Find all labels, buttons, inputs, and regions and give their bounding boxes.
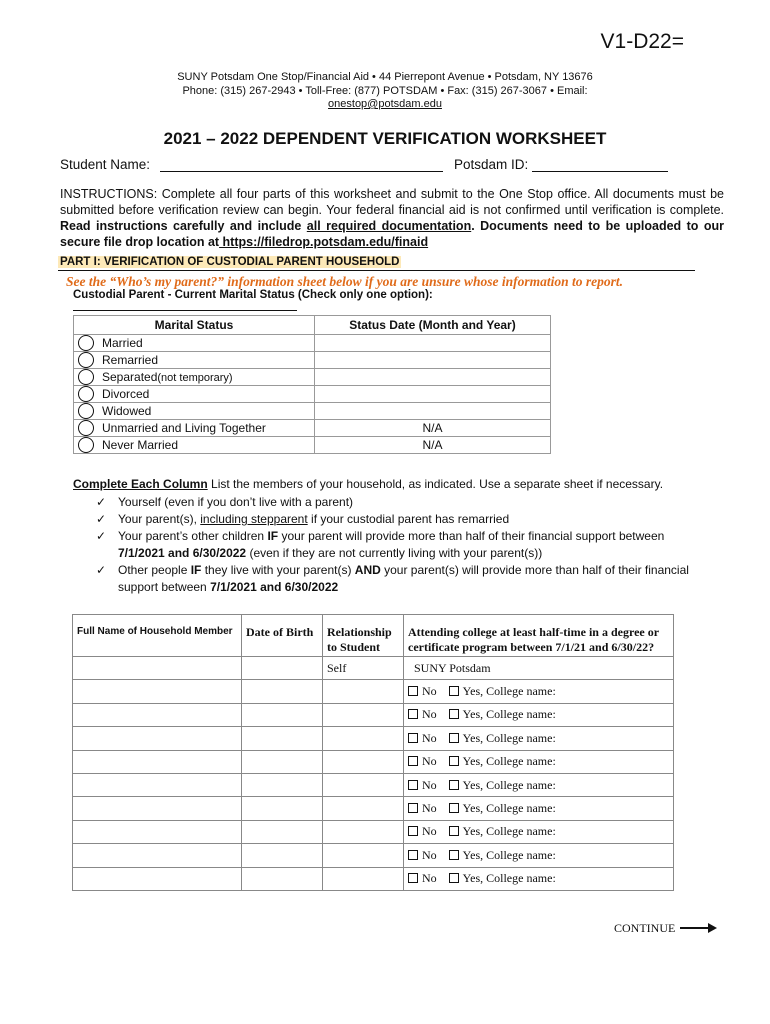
no-label: No xyxy=(422,777,437,792)
marital-status-label: Married xyxy=(102,336,143,350)
hh-relationship-cell[interactable] xyxy=(323,820,404,843)
form-code: V1-D22= xyxy=(600,30,684,53)
marital-row xyxy=(74,420,551,437)
marital-row xyxy=(74,352,551,369)
bullet-item xyxy=(96,528,696,562)
continue-label: CONTINUE xyxy=(614,921,676,935)
yes-checkbox[interactable] xyxy=(449,803,459,813)
hh-header-attending: Attending college at least half-time in a degree or certificate program between 7/1/21 and 6/30/22? xyxy=(404,615,674,657)
table-row xyxy=(73,750,674,773)
no-checkbox[interactable] xyxy=(408,709,418,719)
potsdam-id-label: Potsdam ID: xyxy=(454,157,529,172)
bullet-dates: 7/1/2021 and 6/30/2022 xyxy=(118,546,247,560)
bullet-stepparent: including stepparent xyxy=(200,512,308,526)
no-checkbox[interactable] xyxy=(408,826,418,836)
table-row xyxy=(73,703,674,726)
checkmark-icon: ✓ xyxy=(96,563,107,577)
contact-email-line xyxy=(0,97,770,111)
bullet-item xyxy=(96,511,696,528)
hh-college-cell xyxy=(404,867,674,890)
radio-widowed[interactable] xyxy=(78,403,94,419)
hh-name-cell[interactable] xyxy=(73,773,242,796)
hh-header-relationship: Relationship to Student xyxy=(323,615,404,657)
hh-relationship-cell[interactable] xyxy=(323,727,404,750)
bullet-and: AND xyxy=(354,563,381,577)
custodial-label: Custodial Parent - Current Marital Status (Check only one option): xyxy=(73,289,433,301)
bullet-text: Your parent’s other children xyxy=(118,529,268,543)
bullet-text: they live with your parent(s) xyxy=(201,563,355,577)
no-label: No xyxy=(422,871,437,886)
no-label: No xyxy=(422,684,437,699)
hh-relationship-cell[interactable] xyxy=(323,844,404,867)
hh-dob-cell[interactable] xyxy=(242,844,323,867)
yes-label: Yes, College name: xyxy=(462,777,556,792)
household-table xyxy=(72,614,674,891)
no-checkbox[interactable] xyxy=(408,803,418,813)
contact-line-1: SUNY Potsdam One Stop/Financial Aid • 44 Pierrepont Avenue • Potsdam, NY 13676 xyxy=(177,71,593,83)
hh-name-cell[interactable] xyxy=(73,657,242,680)
instructions xyxy=(60,186,724,250)
yes-label: Yes, College name: xyxy=(462,730,556,745)
marital-status-label: Divorced xyxy=(102,387,150,401)
marital-row xyxy=(74,369,551,386)
no-label: No xyxy=(422,754,437,769)
potsdam-id-field[interactable] xyxy=(532,157,668,172)
checkmark-icon: ✓ xyxy=(96,495,107,509)
hh-name-cell[interactable] xyxy=(73,797,242,820)
student-name-label: Student Name: xyxy=(60,157,151,172)
yes-checkbox[interactable] xyxy=(449,780,459,790)
bullet-if: IF xyxy=(267,529,279,543)
table-row xyxy=(73,680,674,703)
bullet-text: your parent will provide more than half of their financial support between xyxy=(278,529,665,543)
hh-dob-cell[interactable] xyxy=(242,727,323,750)
yes-label: Yes, College name: xyxy=(462,847,556,862)
status-date-field[interactable] xyxy=(315,335,551,352)
hh-relationship-cell[interactable] xyxy=(323,750,404,773)
hh-name-cell[interactable] xyxy=(73,844,242,867)
hh-college-cell xyxy=(404,727,674,750)
separated-note: (not temporary) xyxy=(157,372,233,384)
instructions-bold-1: Read instructions carefully and include xyxy=(60,219,307,233)
no-checkbox[interactable] xyxy=(408,756,418,766)
instructions-text: INSTRUCTIONS: Complete all four parts of this worksheet and submit to the One Stop office. All documents must be submitted before verification review can begin. Your federal financial aid is not confirmed until verification is complete. xyxy=(60,187,724,217)
hh-dob-cell[interactable] xyxy=(242,797,323,820)
yes-label: Yes, College name: xyxy=(462,801,556,816)
bullet-if: IF xyxy=(190,563,202,577)
bullet-item xyxy=(96,494,696,511)
yes-label: Yes, College name: xyxy=(462,871,556,886)
marital-status-label: Separated xyxy=(102,370,158,384)
contact-email-link[interactable]: onestop@potsdam.edu xyxy=(328,98,442,110)
table-row xyxy=(73,844,674,867)
marital-status-table xyxy=(73,315,551,454)
page-title: 2021 – 2022 DEPENDENT VERIFICATION WORKSHEET xyxy=(163,129,607,148)
yes-label: Yes, College name: xyxy=(462,684,556,699)
hh-relationship-cell: Self xyxy=(323,657,404,680)
radio-remarried[interactable] xyxy=(78,352,94,368)
hh-relationship-cell[interactable] xyxy=(323,867,404,890)
no-checkbox[interactable] xyxy=(408,850,418,860)
no-checkbox[interactable] xyxy=(408,780,418,790)
no-checkbox[interactable] xyxy=(408,873,418,883)
marital-status-label: Widowed xyxy=(102,404,152,418)
yes-checkbox[interactable] xyxy=(449,709,459,719)
checkmark-icon: ✓ xyxy=(96,529,107,543)
checkmark-icon: ✓ xyxy=(96,512,107,526)
hh-dob-cell[interactable] xyxy=(242,703,323,726)
hh-name-cell[interactable] xyxy=(73,703,242,726)
marital-row xyxy=(74,335,551,352)
bullet-text: (even if they are not currently living with your parent(s)) xyxy=(246,546,543,560)
see-note: See the “Who’s my parent?” information sheet below if you are unsure whose information to report. xyxy=(66,274,624,289)
household-bullets xyxy=(96,494,696,596)
marital-header-status: Marital Status xyxy=(74,316,315,335)
hh-college-cell xyxy=(404,844,674,867)
radio-never-married[interactable] xyxy=(78,437,94,453)
hh-dob-cell[interactable] xyxy=(242,680,323,703)
radio-unmarried-living-together[interactable] xyxy=(78,420,94,436)
hh-relationship-cell[interactable] xyxy=(323,773,404,796)
status-date-field[interactable] xyxy=(315,352,551,369)
hh-college-cell: SUNY Potsdam xyxy=(404,657,674,680)
complete-each-column xyxy=(73,477,663,491)
hh-relationship-cell[interactable] xyxy=(323,797,404,820)
instructions-bold-2: . Documents need to be uploaded to our secure file drop location at xyxy=(60,219,725,249)
no-checkbox[interactable] xyxy=(408,733,418,743)
hh-college-cell xyxy=(404,797,674,820)
table-row xyxy=(73,867,674,890)
no-label: No xyxy=(422,824,437,839)
bullet-text: Your parent(s), xyxy=(118,512,201,526)
table-row xyxy=(73,727,674,750)
hh-college-cell xyxy=(404,680,674,703)
yes-checkbox[interactable] xyxy=(449,756,459,766)
part1-divider xyxy=(58,270,695,271)
radio-divorced[interactable] xyxy=(78,386,94,402)
table-row xyxy=(73,773,674,796)
custodial-divider xyxy=(73,310,297,311)
yes-label: Yes, College name: xyxy=(462,707,556,722)
status-date-field[interactable] xyxy=(315,403,551,420)
hh-dob-cell[interactable] xyxy=(242,750,323,773)
table-row xyxy=(73,820,674,843)
hh-dob-cell[interactable] xyxy=(242,657,323,680)
bullet-text: Other people xyxy=(118,563,191,577)
marital-row xyxy=(74,386,551,403)
hh-dob-cell[interactable] xyxy=(242,820,323,843)
part1-heading: PART I: VERIFICATION OF CUSTODIAL PARENT HOUSEHOLD xyxy=(60,256,400,268)
table-row xyxy=(73,657,674,680)
marital-row xyxy=(74,437,551,454)
no-label: No xyxy=(422,730,437,745)
status-date-value: N/A xyxy=(315,420,551,437)
yes-checkbox[interactable] xyxy=(449,826,459,836)
hh-name-cell[interactable] xyxy=(73,820,242,843)
student-name-field[interactable] xyxy=(160,157,443,172)
marital-status-label: Remarried xyxy=(102,353,159,367)
contact-line-2: Phone: (315) 267-2943 • Toll-Free: (877) POTSDAM • Fax: (315) 267-3067 • Email: xyxy=(182,85,588,97)
marital-header-date: Status Date (Month and Year) xyxy=(315,316,551,335)
table-row xyxy=(73,797,674,820)
yes-label: Yes, College name: xyxy=(462,754,556,769)
hh-name-cell[interactable] xyxy=(73,727,242,750)
bullet-dates: 7/1/2021 and 6/30/2022 xyxy=(210,580,339,594)
yes-label: Yes, College name: xyxy=(462,824,556,839)
status-date-value: N/A xyxy=(315,437,551,454)
marital-status-label: Unmarried and Living Together xyxy=(102,421,266,435)
bullet-item xyxy=(96,562,696,596)
hh-college-cell xyxy=(404,820,674,843)
no-label: No xyxy=(422,847,437,862)
marital-row xyxy=(74,403,551,420)
yes-checkbox[interactable] xyxy=(449,850,459,860)
hh-name-cell[interactable] xyxy=(73,750,242,773)
yes-checkbox[interactable] xyxy=(449,733,459,743)
hh-dob-cell[interactable] xyxy=(242,773,323,796)
no-label: No xyxy=(422,707,437,722)
radio-separated[interactable] xyxy=(78,369,94,385)
arrow-right-icon-head xyxy=(708,923,717,933)
filedrop-link[interactable]: https://filedrop.potsdam.edu/finaid xyxy=(219,235,429,249)
bullet-text: your parent(s) will provide more than half of their financial support between xyxy=(118,563,689,594)
hh-header-dob: Date of Birth xyxy=(242,615,323,657)
arrow-right-icon xyxy=(680,927,710,929)
complete-text: List the members of your household, as indicated. Use a separate sheet if necessary. xyxy=(207,477,664,491)
yes-checkbox[interactable] xyxy=(449,873,459,883)
yes-checkbox[interactable] xyxy=(449,686,459,696)
no-checkbox[interactable] xyxy=(408,686,418,696)
hh-header-name: Full Name of Household Member xyxy=(73,615,242,657)
status-date-field[interactable] xyxy=(315,386,551,403)
instructions-required-docs: all required documentation xyxy=(306,219,472,233)
hh-name-cell[interactable] xyxy=(73,867,242,890)
hh-relationship-cell[interactable] xyxy=(323,703,404,726)
hh-relationship-cell[interactable] xyxy=(323,680,404,703)
hh-college-cell xyxy=(404,750,674,773)
hh-college-cell xyxy=(404,773,674,796)
hh-name-cell[interactable] xyxy=(73,680,242,703)
hh-college-cell xyxy=(404,703,674,726)
marital-status-label: Never Married xyxy=(102,438,179,452)
complete-heading: Complete Each Column xyxy=(73,477,208,491)
status-date-field[interactable] xyxy=(315,369,551,386)
bullet-text: if your custodial parent has remarried xyxy=(307,512,510,526)
radio-married[interactable] xyxy=(78,335,94,351)
bullet-text: Yourself (even if you don’t live with a parent) xyxy=(118,495,354,509)
hh-dob-cell[interactable] xyxy=(242,867,323,890)
no-label: No xyxy=(422,801,437,816)
